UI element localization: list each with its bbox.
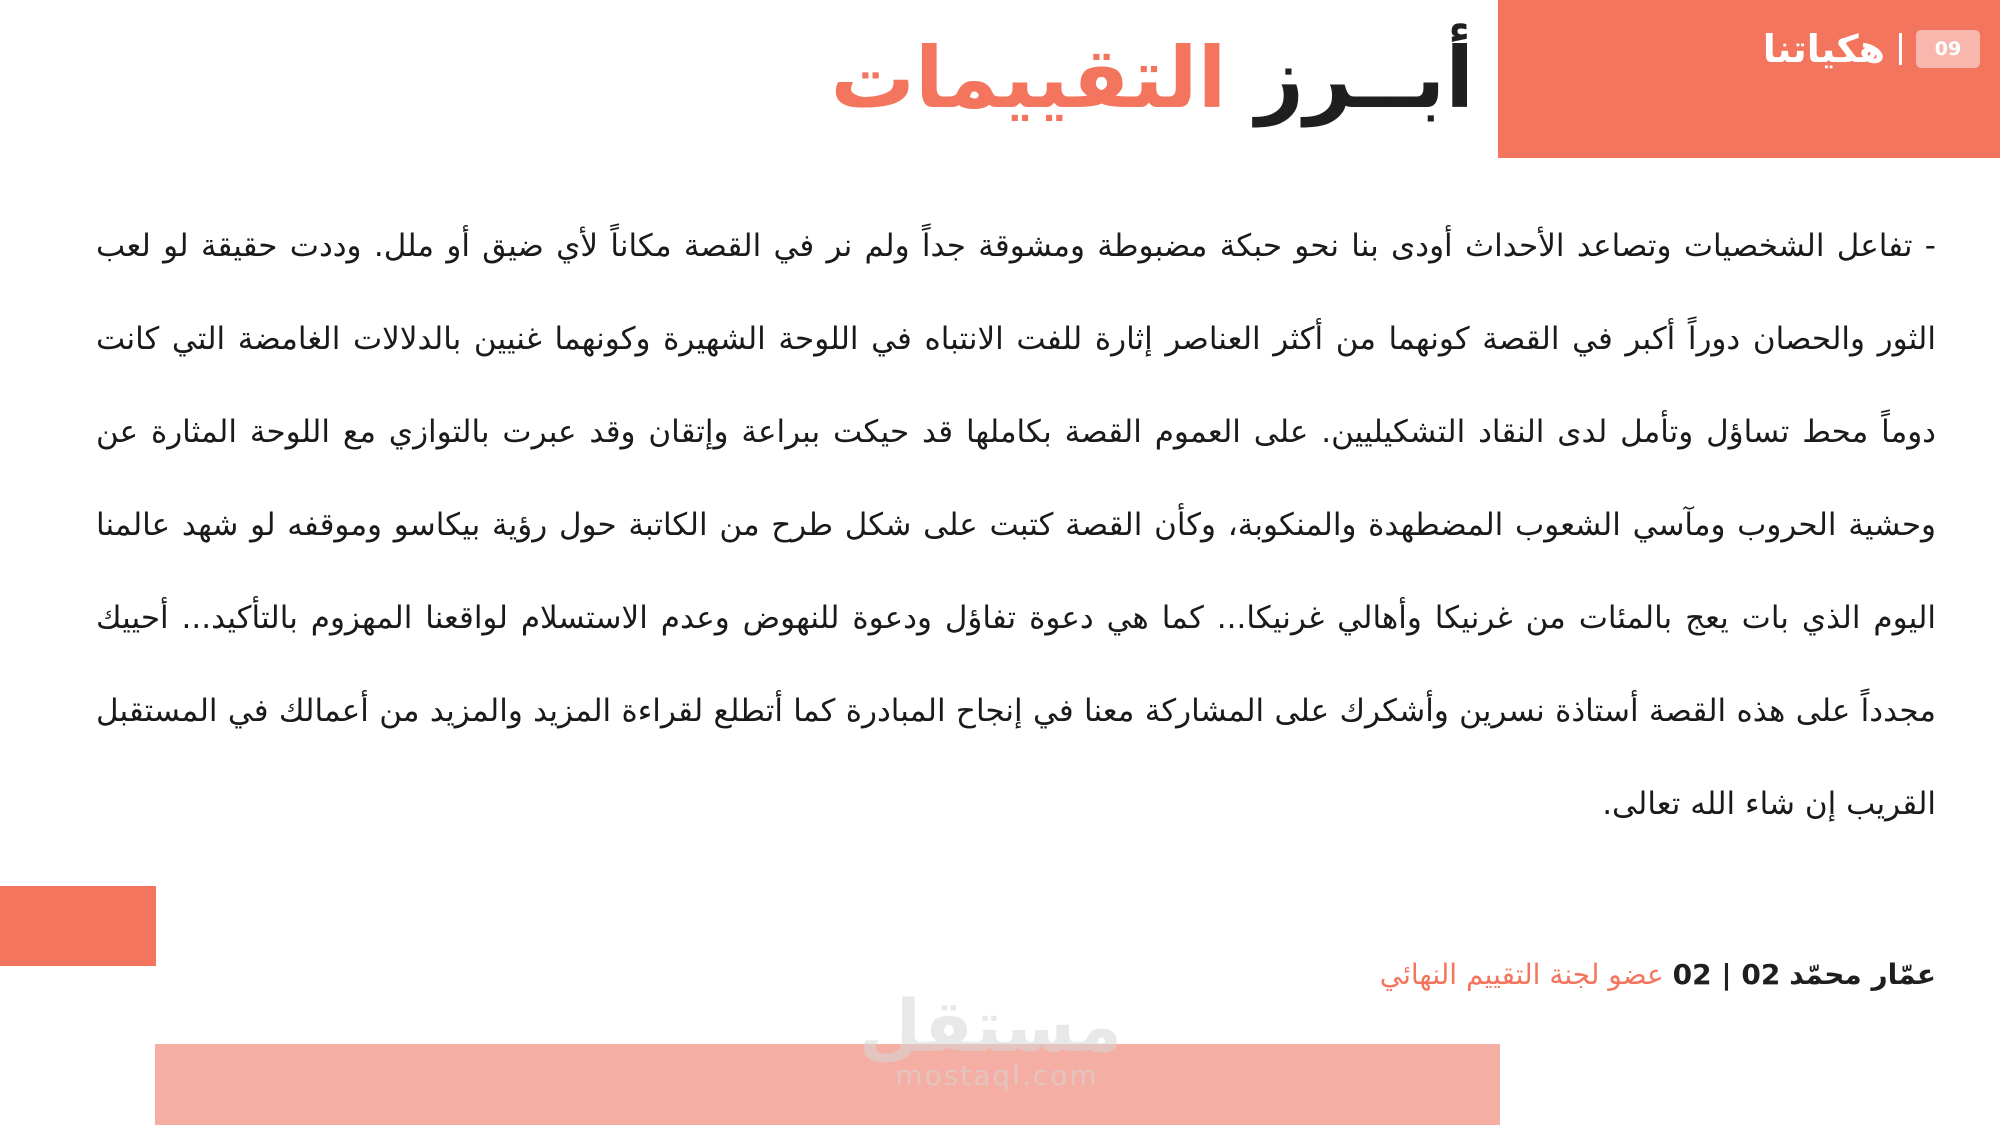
- title-dark-part: أبــرز: [1255, 29, 1474, 127]
- watermark-url: mostaql.com: [895, 1059, 1099, 1092]
- title-accent-part: التقييمات: [830, 29, 1227, 127]
- header-accent-block: [1498, 0, 2000, 158]
- review-text: - تفاعل الشخصيات وتصاعد الأحداث أودى بنا نحو حبكة مضبوطة ومشوقة جداً ولم نر في القصة مكاناً لأي ضيق أو ملل. وددت حقيقة لو لعب الثور والحصان دوراً أكبر في القصة كونهما من أكثر العناصر إثارة للفت الانتباه في اللوحة الشهيرة وكونهما غنيين بالدلالات الغامضة التي كانت دوماً محط تساؤل وتأمل لدى النقاد التشكيليين. على العموم القصة بكاملها قد حيكت ببراعة وإتقان وقد عبرت بالتوازي مع اللوحة المثارة عن وحشية الحروب ومآسي الشعوب المضطهدة والمنكوبة، وكأن القصة كتبت على شكل طرح من الكاتبة حول رؤية بيكاسو وموقفه لو شهد عالمنا اليوم الذي بات يعج بالمئات من غرنيكا وأهالي غرنيكا... كما هي دعوة تفاؤل ودعوة للنهوض وعدم الاستسلام لواقعنا المهزوم بالتأكيد... أحييك مجدداً على هذه القصة أستاذة نسرين وأشكرك على المشاركة معنا في إنجاح المبادرة كما أتطلع لقراءة المزيد والمزيد من أعمالك في المستقبل القريب إن شاء الله تعالى.: [96, 228, 1936, 822]
- reviewer-name: عمّار محمّد: [1789, 958, 1936, 991]
- watermark-logo: مستقل: [858, 984, 1122, 1068]
- left-accent-bar: [0, 886, 156, 966]
- reviewer-role: عضو لجنة التقييم النهائي: [1379, 958, 1664, 991]
- reviewer-signature: [1380, 950, 1936, 1000]
- bottom-accent-bar: [155, 1044, 1500, 1125]
- brand-logo: هكياتنا: [1762, 27, 1885, 71]
- brand: [1762, 27, 1980, 71]
- page-title: [830, 20, 1474, 138]
- reviewer-number: 02 | 02: [1672, 958, 1781, 991]
- brand-divider: [1899, 33, 1902, 65]
- page-number-badge: 09: [1916, 30, 1980, 68]
